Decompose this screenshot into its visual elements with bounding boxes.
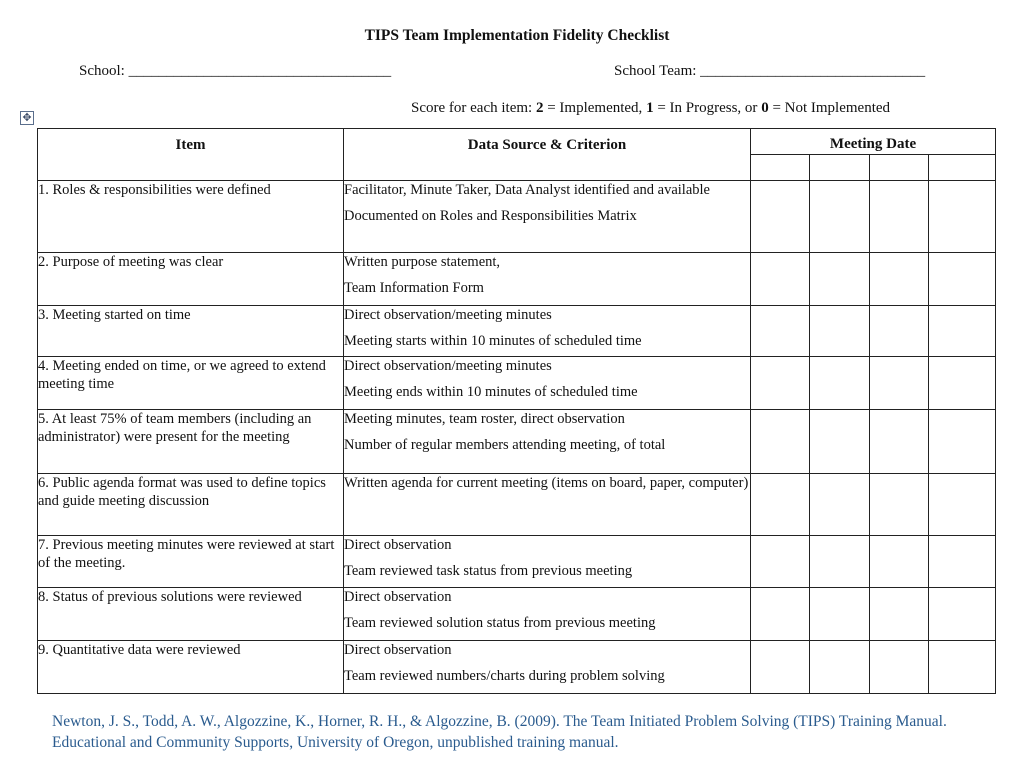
- score-legend: [411, 100, 890, 117]
- criterion-text: Direct observation: [344, 642, 452, 658]
- criterion-text: Meeting ends within 10 minutes of scheduled time: [344, 384, 638, 400]
- criterion-text: Team reviewed solution status from previous meeting: [344, 615, 656, 631]
- score-cell[interactable]: [751, 410, 810, 474]
- criterion-text: Facilitator, Minute Taker, Data Analyst identified and available: [344, 182, 710, 198]
- score-cell[interactable]: [751, 588, 810, 641]
- move-arrows-icon[interactable]: ✥: [20, 111, 34, 125]
- meeting-date-input-4[interactable]: [929, 155, 996, 181]
- item-cell: 7. Previous meeting minutes were reviewed at start of the meeting.: [38, 536, 344, 588]
- table-row: [38, 306, 996, 357]
- table-row: [38, 357, 996, 410]
- score-cell[interactable]: [810, 641, 870, 694]
- score-cell[interactable]: [929, 536, 996, 588]
- score-legend-prefix: Score for each item:: [411, 100, 536, 116]
- score-value-2: 2: [535, 100, 544, 116]
- criterion-text: Team reviewed numbers/charts during problem solving: [344, 668, 665, 684]
- score-cell[interactable]: [870, 588, 929, 641]
- criterion-text: Direct observation/meeting minutes: [344, 307, 552, 323]
- score-cell[interactable]: [870, 410, 929, 474]
- criterion-text: Direct observation: [344, 537, 452, 553]
- score-cell[interactable]: [751, 253, 810, 306]
- score-value-1: 1: [646, 100, 654, 116]
- score-text-2: = Implemented,: [543, 100, 647, 116]
- score-cell[interactable]: [810, 253, 870, 306]
- table-row: [38, 641, 996, 694]
- data-source-cell: [344, 253, 751, 306]
- score-text-0: = Not Implemented: [768, 100, 891, 116]
- score-cell[interactable]: [810, 357, 870, 410]
- score-cell[interactable]: [870, 641, 929, 694]
- score-cell[interactable]: [929, 410, 996, 474]
- score-cell[interactable]: [870, 306, 929, 357]
- score-cell[interactable]: [870, 536, 929, 588]
- table-row: [38, 474, 996, 536]
- header-meeting-date: Meeting Date: [751, 129, 996, 155]
- table-row: [38, 410, 996, 474]
- score-cell[interactable]: [751, 357, 810, 410]
- data-source-cell: [344, 181, 751, 253]
- score-cell[interactable]: [870, 253, 929, 306]
- score-cell[interactable]: [751, 474, 810, 536]
- meeting-date-input-1[interactable]: [751, 155, 810, 181]
- score-cell[interactable]: [751, 181, 810, 253]
- criterion-text: Written purpose statement,: [344, 254, 501, 270]
- item-cell: 3. Meeting started on time: [38, 306, 344, 357]
- data-source-cell: [344, 410, 751, 474]
- item-cell: 6. Public agenda format was used to define topics and guide meeting discussion: [38, 474, 344, 536]
- score-cell[interactable]: [810, 474, 870, 536]
- score-cell[interactable]: [751, 641, 810, 694]
- data-source-cell: [344, 474, 751, 536]
- criterion-text: Meeting minutes, team roster, direct observation: [344, 411, 625, 427]
- data-source-cell: [344, 306, 751, 357]
- criterion-text: Meeting starts within 10 minutes of scheduled time: [344, 333, 642, 349]
- item-cell: 2. Purpose of meeting was clear: [38, 253, 344, 306]
- score-cell[interactable]: [810, 181, 870, 253]
- school-team-field-label: School Team: ______________________________: [614, 63, 926, 79]
- checklist-table: [37, 128, 996, 694]
- header-data-source: Data Source & Criterion: [344, 129, 751, 181]
- score-cell[interactable]: [810, 306, 870, 357]
- score-cell[interactable]: [929, 357, 996, 410]
- score-cell[interactable]: [929, 588, 996, 641]
- score-cell[interactable]: [870, 474, 929, 536]
- item-cell: 8. Status of previous solutions were reviewed: [38, 588, 344, 641]
- item-cell: 4. Meeting ended on time, or we agreed to extend meeting time: [38, 357, 344, 410]
- item-cell: 5. At least 75% of team members (including an administrator) were present for the meeting: [38, 410, 344, 474]
- criterion-text: Team reviewed task status from previous meeting: [344, 563, 633, 579]
- criterion-text: Direct observation: [344, 589, 452, 605]
- score-cell[interactable]: [810, 536, 870, 588]
- score-cell[interactable]: [810, 410, 870, 474]
- school-field-label: School: ___________________________________: [79, 63, 392, 79]
- meeting-date-input-2[interactable]: [810, 155, 870, 181]
- score-cell[interactable]: [810, 588, 870, 641]
- score-text-1: = In Progress, or: [653, 100, 762, 116]
- score-cell[interactable]: [929, 253, 996, 306]
- data-source-cell: [344, 357, 751, 410]
- data-source-cell: [344, 641, 751, 694]
- table-row: [38, 181, 996, 253]
- meeting-date-input-3[interactable]: [870, 155, 929, 181]
- criterion-text: Direct observation/meeting minutes: [344, 358, 552, 374]
- table-row: [38, 253, 996, 306]
- score-value-0: 0: [761, 100, 769, 116]
- item-cell: 9. Quantitative data were reviewed: [38, 641, 344, 694]
- criterion-text: Documented on Roles and Responsibilities Matrix: [344, 208, 637, 224]
- criterion-text: Number of regular members attending meeting, of total: [344, 437, 666, 453]
- criterion-text: Team Information Form: [344, 280, 484, 296]
- score-cell[interactable]: [929, 474, 996, 536]
- score-cell[interactable]: [751, 306, 810, 357]
- document-title: TIPS Team Implementation Fidelity Checklist: [364, 27, 670, 44]
- score-cell[interactable]: [929, 641, 996, 694]
- data-source-cell: [344, 536, 751, 588]
- score-cell[interactable]: [929, 181, 996, 253]
- header-item: Item: [38, 129, 344, 181]
- table-row: [38, 536, 996, 588]
- score-cell[interactable]: [751, 536, 810, 588]
- criterion-text: Written agenda for current meeting (items on board, paper, computer): [344, 475, 749, 491]
- score-cell[interactable]: [870, 357, 929, 410]
- item-cell: 1. Roles & responsibilities were defined: [38, 181, 344, 253]
- score-cell[interactable]: [870, 181, 929, 253]
- data-source-cell: [344, 588, 751, 641]
- table-row: [38, 588, 996, 641]
- citation: Newton, J. S., Todd, A. W., Algozzine, K., Horner, R. H., & Algozzine, B. (2009). The Team Initiated Problem Solving (TIPS) Training Manual. Educational and Community Supports, University of Oregon, unpublished training manual.: [52, 713, 947, 751]
- score-cell[interactable]: [929, 306, 996, 357]
